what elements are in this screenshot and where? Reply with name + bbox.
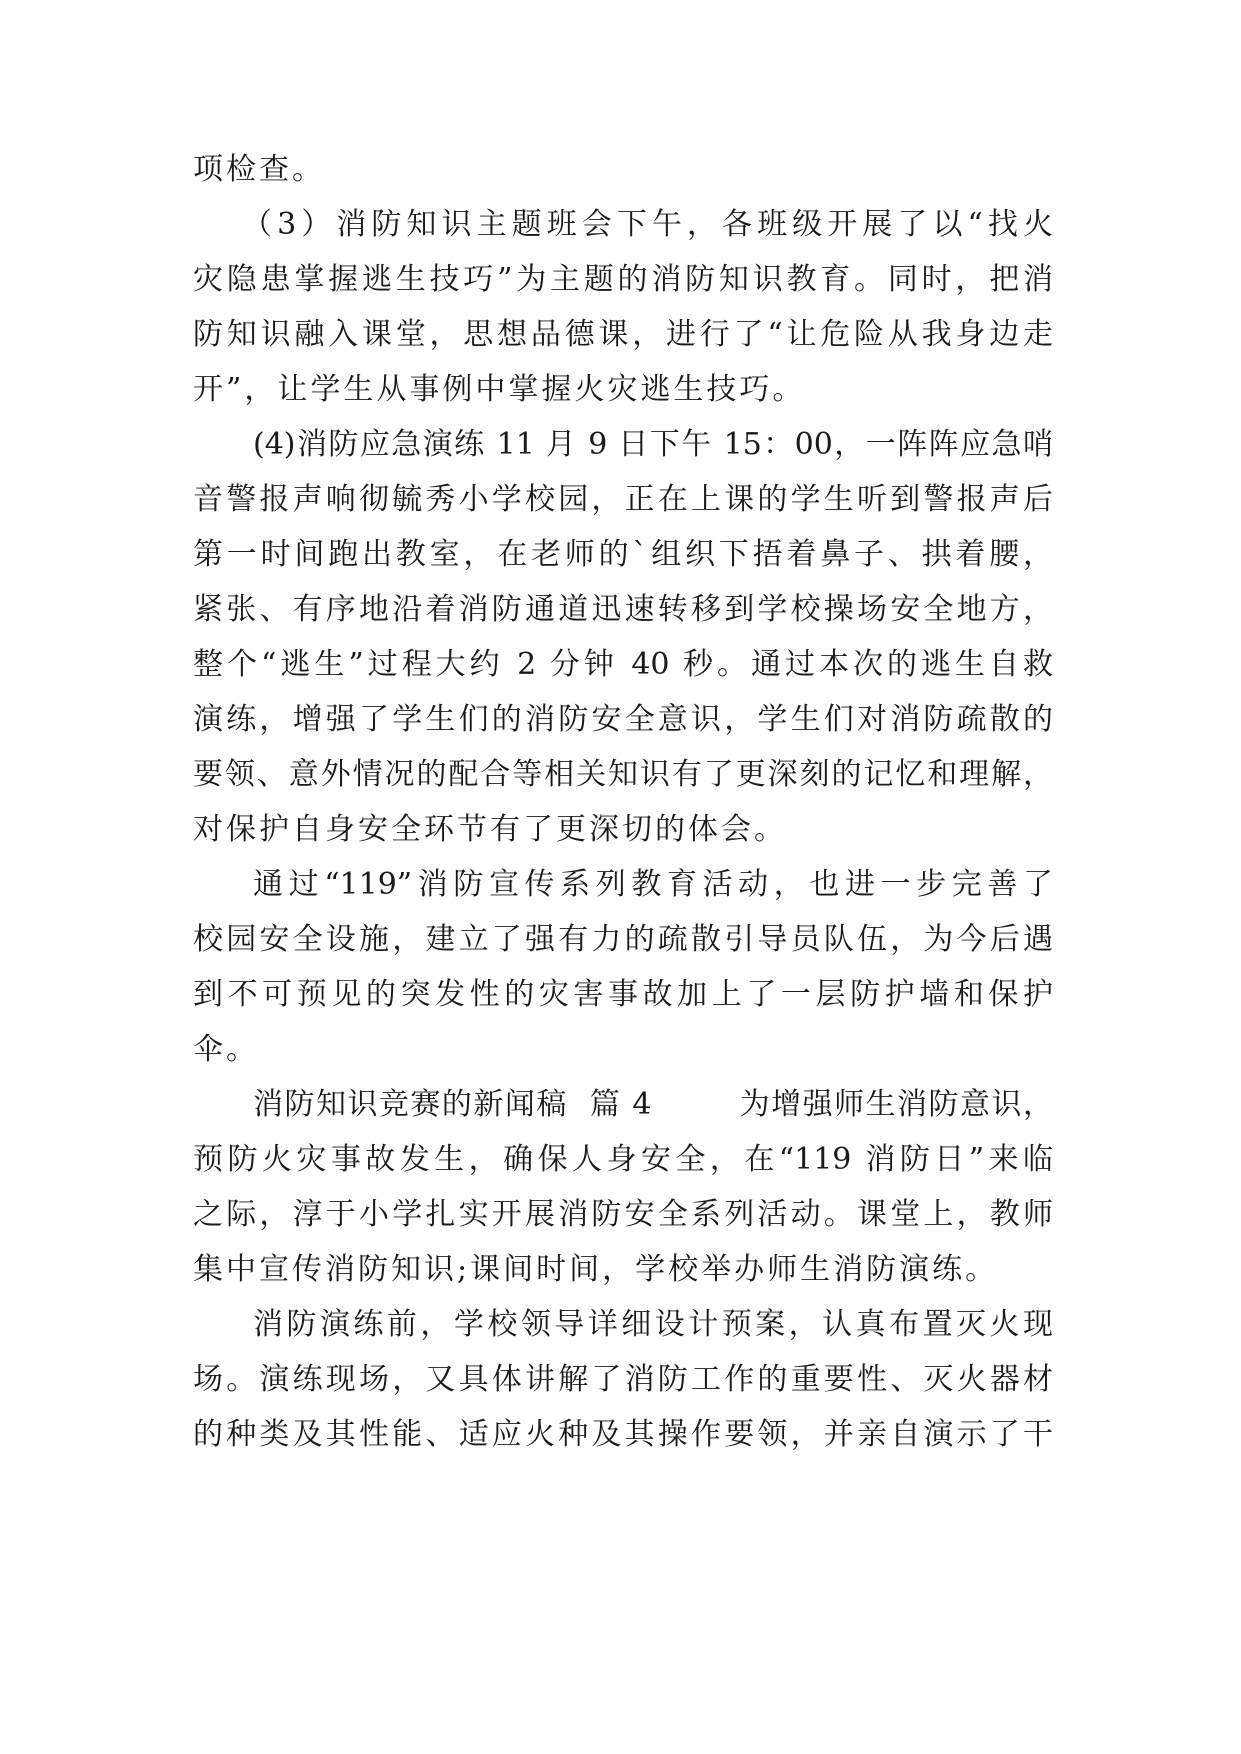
section-heading-line: 消防知识竞赛的新闻稿 篇 4 为增强师生消防意识， (253, 1087, 1053, 1122)
text-line: 伞。 (193, 1032, 259, 1067)
text-line: 到不可预见的突发性的灾害事故加上了一层防护墙和保护 (193, 977, 1053, 1012)
text-line: 灾隐患掌握逃生技巧”为主题的消防知识教育。同时，把消 (193, 262, 1053, 297)
text-line: 对保护自身安全环节有了更深切的体会。 (193, 812, 787, 847)
text-line: 紧张、有序地沿着消防通道迅速转移到学校操场安全地方， (193, 592, 1053, 627)
text-line: 之际，淳于小学扎实开展消防安全系列活动。课堂上，教师 (193, 1197, 1053, 1232)
text-line: 的种类及其性能、适应火种及其操作要领，并亲自演示了干 (193, 1417, 1053, 1452)
text-line: 音警报声响彻毓秀小学校园，正在上课的学生听到警报声后 (193, 482, 1053, 517)
text-line: 防知识融入课堂，思想品德课，进行了“让危险从我身边走 (193, 317, 1053, 352)
text-line: 场。演练现场，又具体讲解了消防工作的重要性、灭火器材 (193, 1362, 1053, 1397)
text-line: (4)消防应急演练 11 月 9 日下午 15：00，一阵阵应急哨 (253, 427, 1053, 462)
text-line: 消防演练前，学校领导详细设计预案，认真布置灭火现 (253, 1307, 1053, 1342)
text-line: 第一时间跑出教室，在老师的`组织下捂着鼻子、拱着腰， (193, 537, 1053, 572)
text-line: 整个“逃生”过程大约 2 分钟 40 秒。通过本次的逃生自救 (193, 647, 1053, 682)
text-line: 集中宣传消防知识;课间时间，学校举办师生消防演练。 (193, 1252, 999, 1287)
text-line: （3）消防知识主题班会下午，各班级开展了以“找火 (242, 207, 1053, 242)
text-line: 开”，让学生从事例中掌握火灾逃生技巧。 (193, 372, 806, 407)
text-line: 要领、意外情况的配合等相关知识有了更深刻的记忆和理解， (193, 757, 1053, 792)
text-line: 通过“119”消防宣传系列教育活动，也进一步完善了 (253, 867, 1053, 902)
text-line: 项检查。 (193, 152, 325, 187)
text-line: 预防火灾事故发生，确保人身安全，在“119 消防日”来临 (193, 1142, 1053, 1177)
text-line: 校园安全设施，建立了强有力的疏散引导员队伍，为今后遇 (193, 922, 1053, 957)
text-line: 演练，增强了学生们的消防安全意识，学生们对消防疏散的 (193, 702, 1053, 737)
